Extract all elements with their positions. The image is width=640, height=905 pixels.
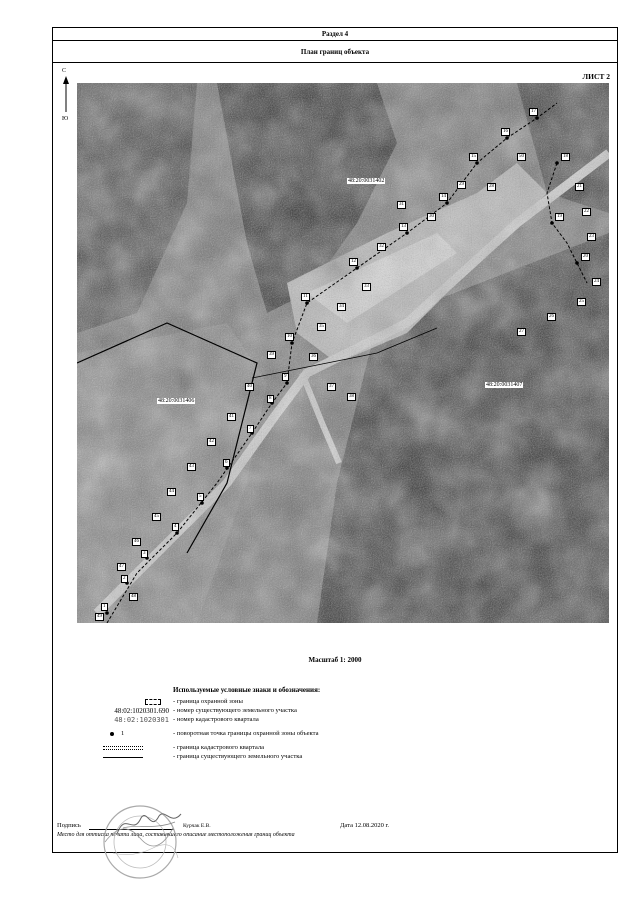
point-number-label: 28 [489, 184, 494, 189]
point-number-label: 22 [584, 209, 589, 214]
point-number-label: 42 [209, 439, 214, 444]
parcel-boundary-icon [103, 757, 143, 758]
legend-item-point: 1 - поворотная точка границы охранной зоны объекта [173, 730, 319, 738]
point-number-label: 19 [557, 214, 562, 219]
legend-symbol: 1 [121, 730, 125, 737]
point-number-label: 2 [123, 576, 126, 581]
point-dot-icon [110, 732, 114, 736]
compass-south: Ю [62, 116, 69, 122]
stamp-place-note: Место для оттиска печати лица, составившего описание местоположения границ объекта [57, 832, 295, 838]
point-number-label: 26 [549, 314, 554, 319]
point-number-label: 3 [143, 551, 146, 556]
parcel-label: 48:20:0031406 [158, 398, 195, 404]
point-number-label: 16 [503, 129, 508, 134]
sheet-label: ЛИСТ 2 [582, 72, 610, 81]
point-number-label: 10 [287, 334, 292, 339]
point-number-label: 12 [351, 259, 356, 264]
point-number-label: 33 [364, 284, 369, 289]
compass-icon [59, 68, 73, 128]
legend-item-quarter: 48:02:1020301 - номер кадастрового квартала [114, 716, 259, 724]
point-number-label: 40 [247, 384, 252, 389]
point-number-label: 44 [169, 489, 174, 494]
point-number-label: 45 [154, 514, 159, 519]
point-number-label: 7 [249, 426, 252, 431]
parcel-label: 48:20:0031402 [348, 178, 385, 184]
legend-symbol: 48:02:1020301 [114, 716, 169, 724]
parcel-label: 48:20:0031407 [486, 382, 523, 388]
compass-north: С [62, 68, 67, 74]
point-number-label: 11 [303, 294, 308, 299]
point-number-label: 49 [97, 614, 102, 619]
point-number-label: 13 [401, 224, 406, 229]
signer-name: Курчак Е.В. [183, 823, 211, 829]
point-number-label: 4 [174, 524, 177, 529]
document-frame [52, 27, 618, 853]
point-number-label: 20 [583, 254, 588, 259]
aerial-map [77, 83, 609, 623]
point-number-label: 21 [577, 184, 582, 189]
legend-item-parcel-boundary: - граница существующего земельного участка [173, 753, 302, 761]
point-number-label: 50 [519, 154, 524, 159]
point-number-label: 47 [119, 564, 124, 569]
quarter-boundary-icon [103, 746, 143, 750]
legend-item-parcel: 48:02:1020301.690 - номер существующего земельного участка [114, 707, 297, 715]
point-number-label: 27 [519, 329, 524, 334]
point-number-label: 30 [429, 214, 434, 219]
point-number-label: 6 [225, 460, 228, 465]
zone-symbol-icon [145, 699, 161, 705]
signature-label: Подпись [57, 822, 81, 829]
point-number-label: 43 [189, 464, 194, 469]
point-number-label: 48 [131, 594, 136, 599]
point-number-label: 14 [441, 194, 446, 199]
point-number-label: 9 [284, 374, 287, 379]
point-number-label: 5 [199, 494, 202, 499]
legend-symbol: 48:02:1020301.690 [114, 707, 169, 715]
legend-item-zone: - граница охранной зоны [173, 698, 243, 706]
point-number-label: 8 [269, 396, 272, 401]
point-number-label: 15 [471, 154, 476, 159]
section-header: Раздел 4 [53, 28, 617, 41]
point-number-label: 34 [339, 304, 344, 309]
point-number-label: 25 [579, 299, 584, 304]
point-number-label: 36 [311, 354, 316, 359]
point-number-label: 38 [349, 394, 354, 399]
page-title: План границ объекта [53, 41, 617, 63]
point-number-label: 35 [319, 324, 324, 329]
point-number-label: 41 [229, 414, 234, 419]
point-number-label: 31 [399, 202, 404, 207]
point-number-label: 32 [379, 244, 384, 249]
point-number-label: 23 [589, 234, 594, 239]
legend-title: Используемые условные знаки и обозначения: [173, 686, 321, 694]
signature-date: Дата 12.08.2020 г. [340, 822, 390, 829]
signature-scribble-icon [115, 806, 185, 841]
point-number-label: 18 [563, 154, 568, 159]
point-number-label: 1 [103, 604, 106, 609]
point-number-label: 46 [134, 539, 139, 544]
point-number-label: 37 [329, 384, 334, 389]
point-number-label: 17 [531, 109, 536, 114]
scale-label: Масштаб 1: 2000 [308, 656, 362, 664]
point-number-label: 39 [269, 352, 274, 357]
legend-item-quarter-boundary: - граница кадастрового квартала [173, 744, 264, 752]
map-svg [77, 83, 609, 623]
point-number-label: 29 [459, 182, 464, 187]
point-number-label: 24 [594, 279, 599, 284]
